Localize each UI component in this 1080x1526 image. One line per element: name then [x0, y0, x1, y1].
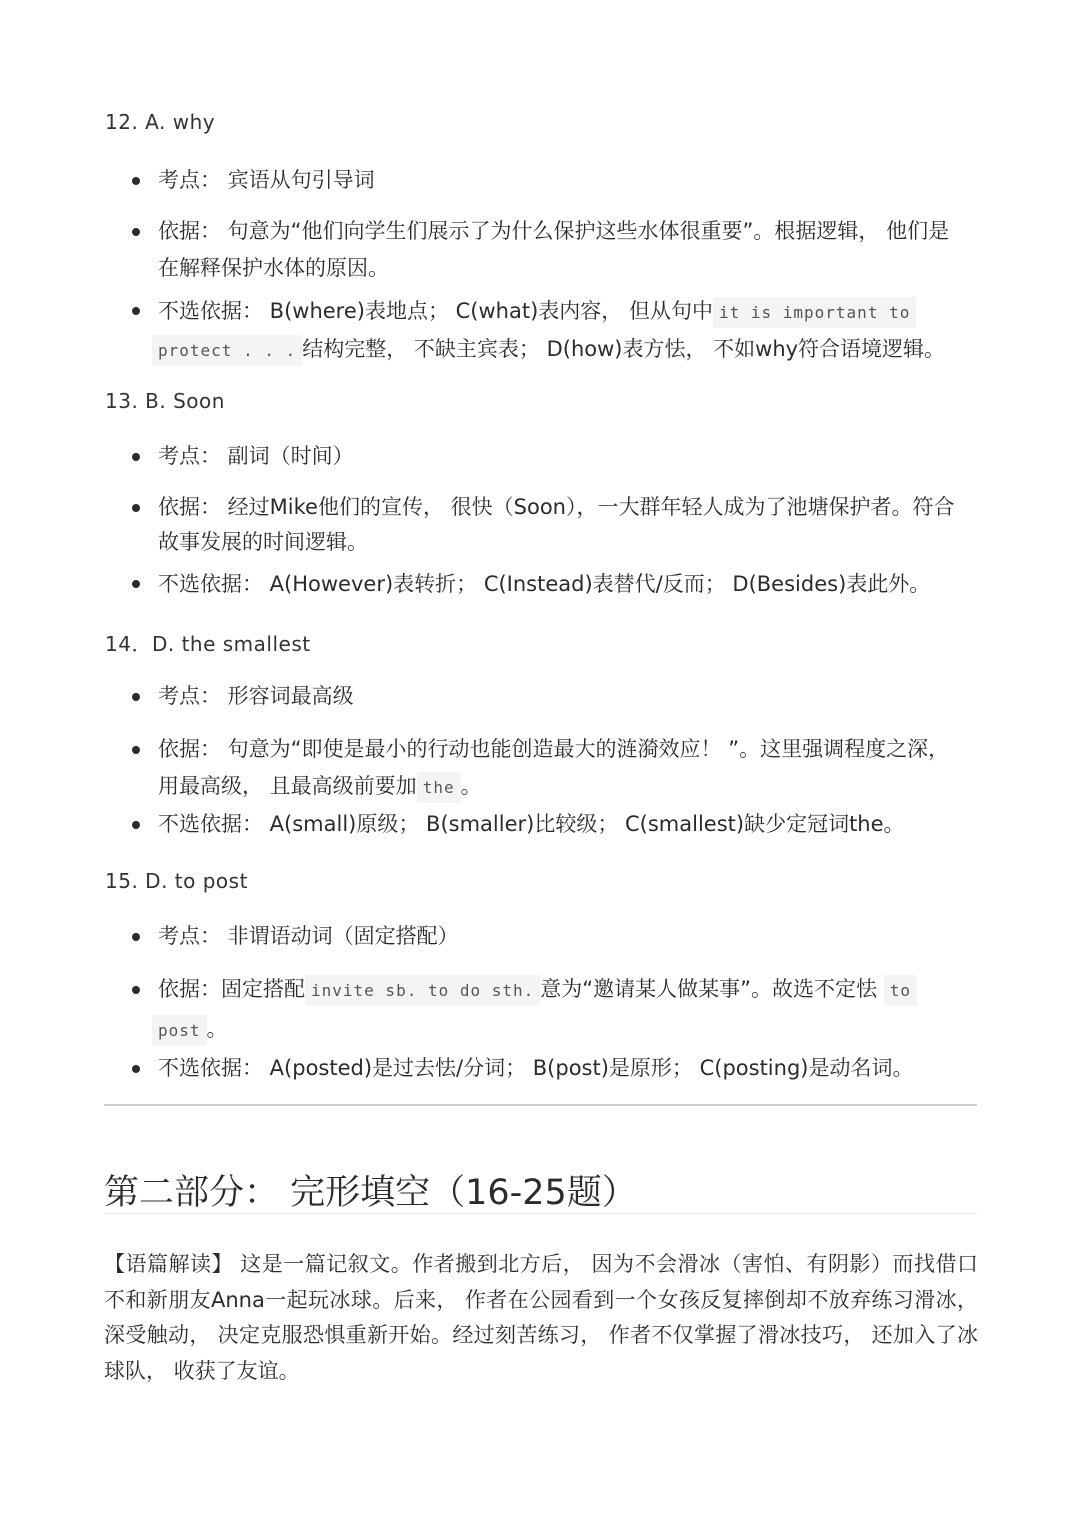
- bullet-dot: [132, 177, 140, 185]
- q15-buxuan: 不选依据： A(posted)是过去怯/分词； B(post)是原形； C(posting)是动名词。: [158, 1056, 914, 1080]
- bullet-dot: [132, 693, 140, 701]
- question-12-title: 12. A. why: [105, 110, 216, 134]
- heading-underline: [104, 1213, 977, 1214]
- q15-yiju-pre: 依据：固定搭配: [158, 977, 305, 1001]
- q13-buxuan: 不选依据： A(However)表转折； C(Instead)表替代/反而； D(Besides)表此外。: [158, 572, 931, 596]
- question-14-title: 14．D. the smallest: [105, 632, 311, 656]
- q13-kaodian: 考点： 副词（时间）: [158, 444, 354, 468]
- q12-buxuan-line1: [158, 298, 916, 326]
- q15-yiju-line1: [158, 976, 917, 1004]
- q15-kaodian: 考点： 非谓语动词（固定搭配）: [158, 924, 459, 948]
- code-snippet: the: [417, 772, 461, 803]
- bullet-dot: [132, 986, 140, 994]
- code-snippet: protect . . .: [152, 335, 302, 366]
- bullet-dot: [132, 453, 140, 461]
- q12-yiju-line2: 在解释保护水体的原因。: [158, 256, 389, 280]
- bullet-dot: [132, 228, 140, 236]
- q14-yiju-line1: 依据： 句意为“即使是最小的行动也能创造最大的涟漪效应！ ”。这里强调程度之深，: [158, 737, 950, 761]
- passage-summary: [104, 1247, 978, 1389]
- q14-yiju-line2: [158, 773, 482, 801]
- q15-yiju-line2: [158, 1016, 228, 1044]
- bullet-dot: [132, 580, 140, 588]
- section-heading: 第二部分： 完形填空（16-25题）: [104, 1173, 637, 1213]
- q12-buxuan-post: 结构完整， 不缺主宾表； D(how)表方怯， 不如why符合语境逻辑。: [302, 337, 946, 361]
- bullet-dot: [132, 307, 140, 315]
- code-snippet: invite sb. to do sth.: [305, 975, 540, 1006]
- horizontal-divider: [104, 1104, 977, 1106]
- q12-buxuan-line2: [158, 336, 945, 364]
- passage-label: 【语篇解读】: [104, 1252, 234, 1276]
- bullet-dot: [132, 746, 140, 754]
- q14-kaodian: 考点： 形容词最高级: [158, 684, 354, 708]
- bullet-dot: [132, 933, 140, 941]
- q12-buxuan-pre: 不选依据： B(where)表地点； C(what)表内容， 但从句中: [158, 299, 713, 323]
- q12-kaodian: 考点： 宾语从句引导词: [158, 168, 375, 192]
- q13-yiju-line1: 依据： 经过Mike他们的宣传， 很快（Soon），一大群年轻人成为了池塘保护者。符合: [158, 495, 955, 519]
- q15-yiju-mid: 意为“邀请某人做某事”。故选不定怯: [540, 977, 878, 1001]
- bullet-dot: [132, 821, 140, 829]
- bullet-dot: [132, 1065, 140, 1073]
- q14-buxuan: 不选依据： A(small)原级； B(smaller)比较级； C(smallest)缺少定冠词the。: [158, 812, 905, 836]
- question-13-title: 13. B. Soon: [105, 389, 225, 413]
- q15-yiju-end: 。: [206, 1017, 228, 1041]
- passage-text: 这是一篇记叙文。作者搬到北方后， 因为不会滑冰（害怕、有阴影）而找借口不和新朋友Anna一起玩冰球。后来， 作者在公园看到一个女孩反复摔倒却不放弃练习滑冰， 深受触动， 决定克服恐惧重新开始。经过刻苦练习， 作者不仅掌握了滑冰技巧， 还加入了冰球队， 收获了友谊。: [104, 1252, 978, 1383]
- code-snippet: to: [884, 975, 917, 1006]
- code-snippet: it is important to: [713, 297, 916, 328]
- code-snippet: post: [152, 1015, 207, 1046]
- bullet-dot: [132, 504, 140, 512]
- q14-yiju-pre: 用最高级， 且最高级前要加: [158, 774, 417, 798]
- q12-yiju-line1: 依据： 句意为“他们向学生们展示了为什么保护这些水体很重要”。根据逻辑， 他们是: [158, 219, 950, 243]
- q13-yiju-line2: 故事发展的时间逻辑。: [158, 530, 368, 554]
- question-15-title: 15. D. to post: [105, 869, 248, 893]
- q14-yiju-post: 。: [460, 774, 482, 798]
